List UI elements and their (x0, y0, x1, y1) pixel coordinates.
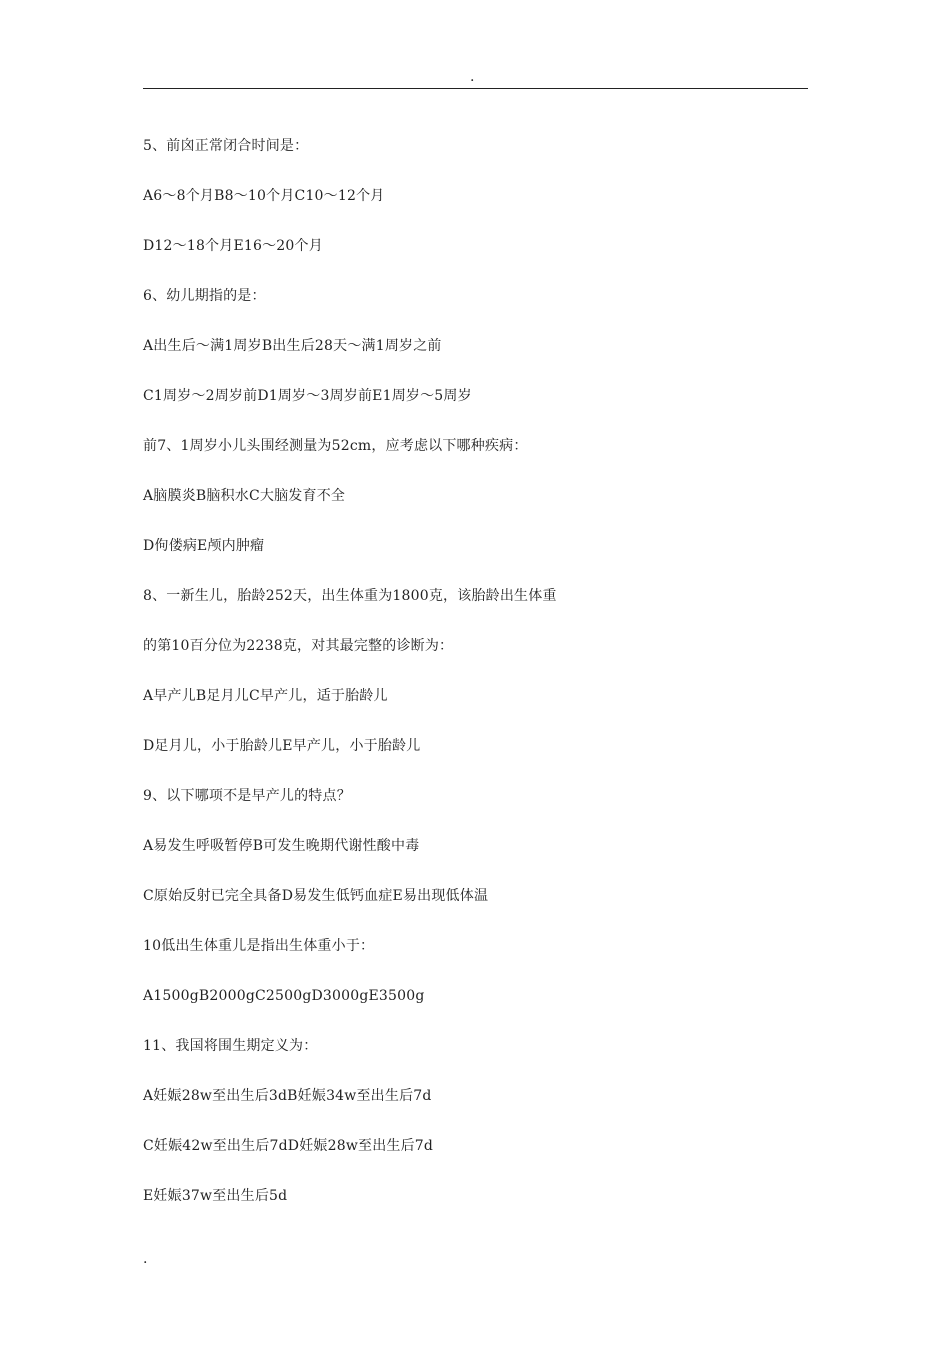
question-9-options-1: A易发生呼吸暂停B可发生晚期代谢性酸中毒 (143, 838, 420, 854)
footer-mark: . (143, 1251, 148, 1267)
question-6-options-2: C1周岁～2周岁前D1周岁～3周岁前E1周岁～5周岁 (143, 388, 472, 404)
header-divider (143, 88, 808, 89)
question-8-stem-1: 8、一新生儿，胎龄252天，出生体重为1800克，该胎龄出生体重 (143, 588, 557, 604)
question-6-options-1: A出生后～满1周岁B出生后28天～满1周岁之前 (143, 338, 442, 354)
question-10-options: A1500gB2000gC2500gD3000gE3500g (143, 988, 425, 1004)
question-11-options-1: A妊娠28w至出生后3dB妊娠34w至出生后7d (143, 1088, 432, 1104)
question-8-options-1: A早产儿B足月儿C早产儿，适于胎龄儿 (143, 688, 388, 704)
question-11-stem: 11、我国将围生期定义为： (143, 1038, 318, 1054)
question-11-options-3: E妊娠37w至出生后5d (143, 1188, 288, 1204)
question-9-stem: 9、以下哪项不是早产儿的特点？ (143, 788, 351, 804)
question-5-stem: 5、前囟正常闭合时间是： (143, 138, 309, 154)
question-8-options-2: D足月儿，小于胎龄儿E早产儿，小于胎龄儿 (143, 738, 421, 754)
question-10-stem: 10低出生体重儿是指出生体重小于： (143, 938, 375, 954)
question-9-options-2: C原始反射已完全具备D易发生低钙血症E易出现低体温 (143, 888, 489, 904)
question-5-options-2: D12～18个月E16～20个月 (143, 238, 323, 254)
header-mark: . (470, 69, 475, 85)
question-7-options-1: A脑膜炎B脑积水C大脑发育不全 (143, 488, 346, 504)
document-body (143, 133, 808, 1233)
question-11-options-2: C妊娠42w至出生后7dD妊娠28w至出生后7d (143, 1138, 434, 1154)
question-5-options-1: A6～8个月B8～10个月C10～12个月 (143, 188, 385, 204)
question-8-stem-2: 的第10百分位为2238克，对其最完整的诊断为： (143, 638, 454, 654)
question-6-stem: 6、幼儿期指的是： (143, 288, 266, 304)
question-7-stem: 前7、1周岁小儿头围经测量为52cm，应考虑以下哪种疾病： (143, 438, 528, 454)
question-7-options-2: D佝偻病E颅内肿瘤 (143, 538, 265, 554)
